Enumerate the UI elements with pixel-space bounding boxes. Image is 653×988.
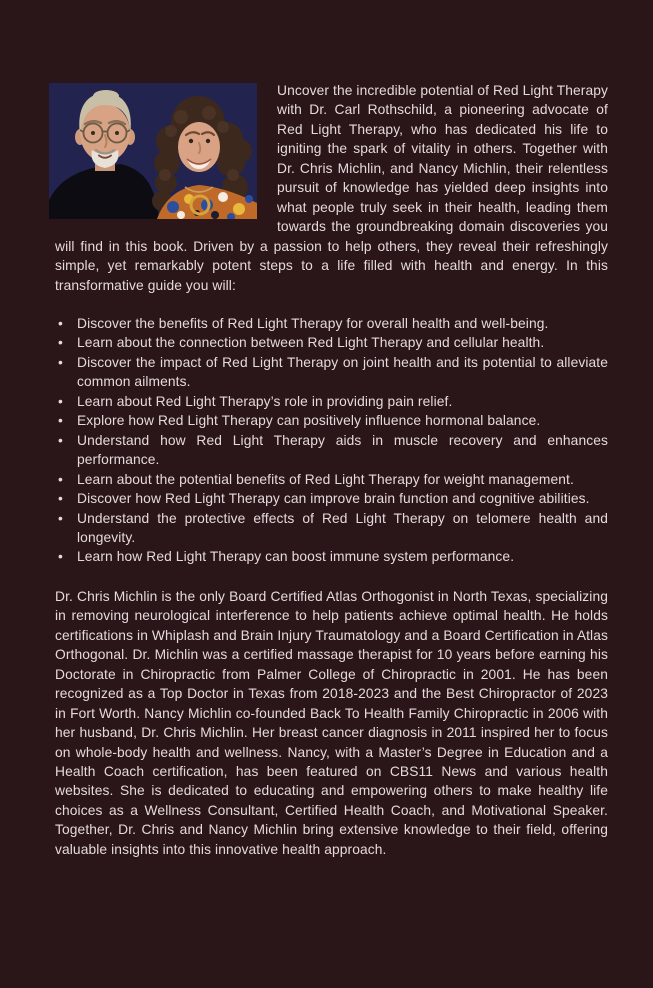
cover-content	[55, 81, 608, 859]
authors-photo	[49, 83, 257, 219]
authors-photo-illustration	[49, 83, 257, 219]
benefit-item	[55, 509, 608, 548]
benefit-text: Learn about the potential benefits of Red Light Therapy for weight management.	[77, 471, 574, 487]
bullet-icon: •	[58, 549, 63, 565]
benefits-list	[55, 314, 608, 567]
benefit-text: Understand the protective effects of Red Light Therapy on telomere health and longevity.	[77, 510, 608, 545]
benefit-item	[55, 489, 608, 508]
benefit-item	[55, 411, 608, 430]
benefit-text: Learn about the connection between Red Light Therapy and cellular health.	[77, 335, 545, 351]
benefit-text: Explore how Red Light Therapy can positively influence hormonal balance.	[77, 413, 541, 429]
benefit-text: Understand how Red Light Therapy aids in muscle recovery and enhances performance.	[77, 432, 608, 468]
benefit-text: Learn how Red Light Therapy can boost immune system performance.	[77, 549, 515, 565]
bullet-icon: •	[58, 510, 63, 526]
benefit-item	[55, 333, 608, 352]
bullet-icon: •	[58, 315, 63, 331]
authors-bio-paragraph: Dr. Chris Michlin is the only Board Certified Atlas Orthogonist in North Texas, specializing in removing neurological interference to help patients achieve optimal health. He holds certifications in Whiplash and Brain Injury Traumatology and a Board Certification in Atlas Orthogonal. Dr. Michlin was a certified massage therapist for 10 years before earning his Doctorate in Chiropractic from Palmer College of Chiropractic in 2001. He has been recognized as a Top Doctor in Texas from 2018-2023 and the Best Chiropractor of 2023 in Fort Worth. Nancy Michlin co-founded Back To Health Family Chiropractic in 2006 with her husband, Dr. Chris Michlin. Her breast cancer diagnosis in 2011 inspired her to focus on whole-body health and wellness. Nancy, with a Master’s Degree in Education and a Health Coach certification, has been featured on CBS11 News and various health websites. She is dedicated to educating and empowering others to make healthy life choices as a Wellness Consultant, Certified Health Coach, and Motivational Speaker. Together, Dr. Chris and Nancy Michlin bring extensive knowledge to their field, offering valuable insights into this innovative health approach.	[55, 588, 608, 857]
intro-text: Uncover the incredible potential of Red Light Therapy with Dr. Carl Rothschild, a pioneering advocate of Red Light Therapy, who has dedicated his life to igniting the spark of vitality in others. Together with Dr. Chris Michlin, and Nancy Michlin, their relentless pursuit of knowledge has yielded deep insights into what people truly seek in their health, leading them towards the groundbreaking domain discoveries you will find in this book. Driven by a passion to help others, they reveal their refreshingly simple, yet remarkably potent steps to a life filled with health and energy. In this transformative guide you will:	[55, 83, 609, 293]
bullet-icon: •	[58, 354, 63, 370]
benefit-text: Learn about Red Light Therapy’s role in providing pain relief.	[77, 393, 453, 409]
bullet-icon: •	[58, 491, 63, 507]
bullet-icon: •	[58, 432, 63, 448]
bullet-icon: •	[58, 335, 63, 351]
bullet-icon: •	[58, 471, 63, 487]
benefit-item	[55, 353, 608, 392]
bullet-icon: •	[58, 393, 63, 409]
benefit-text: Discover the impact of Red Light Therapy on joint health and its potential to alleviate common ailments.	[77, 354, 608, 390]
benefit-item	[55, 431, 608, 470]
benefit-text: Discover how Red Light Therapy can improve brain function and cognitive abilities.	[77, 491, 590, 507]
benefit-item	[55, 470, 608, 489]
benefit-item	[55, 547, 608, 566]
bullet-icon: •	[58, 413, 63, 429]
benefit-item	[55, 392, 608, 411]
benefit-text: Discover the benefits of Red Light Therapy for overall health and well-being.	[77, 315, 549, 331]
intro-paragraph	[55, 81, 608, 295]
benefit-item	[55, 314, 608, 333]
